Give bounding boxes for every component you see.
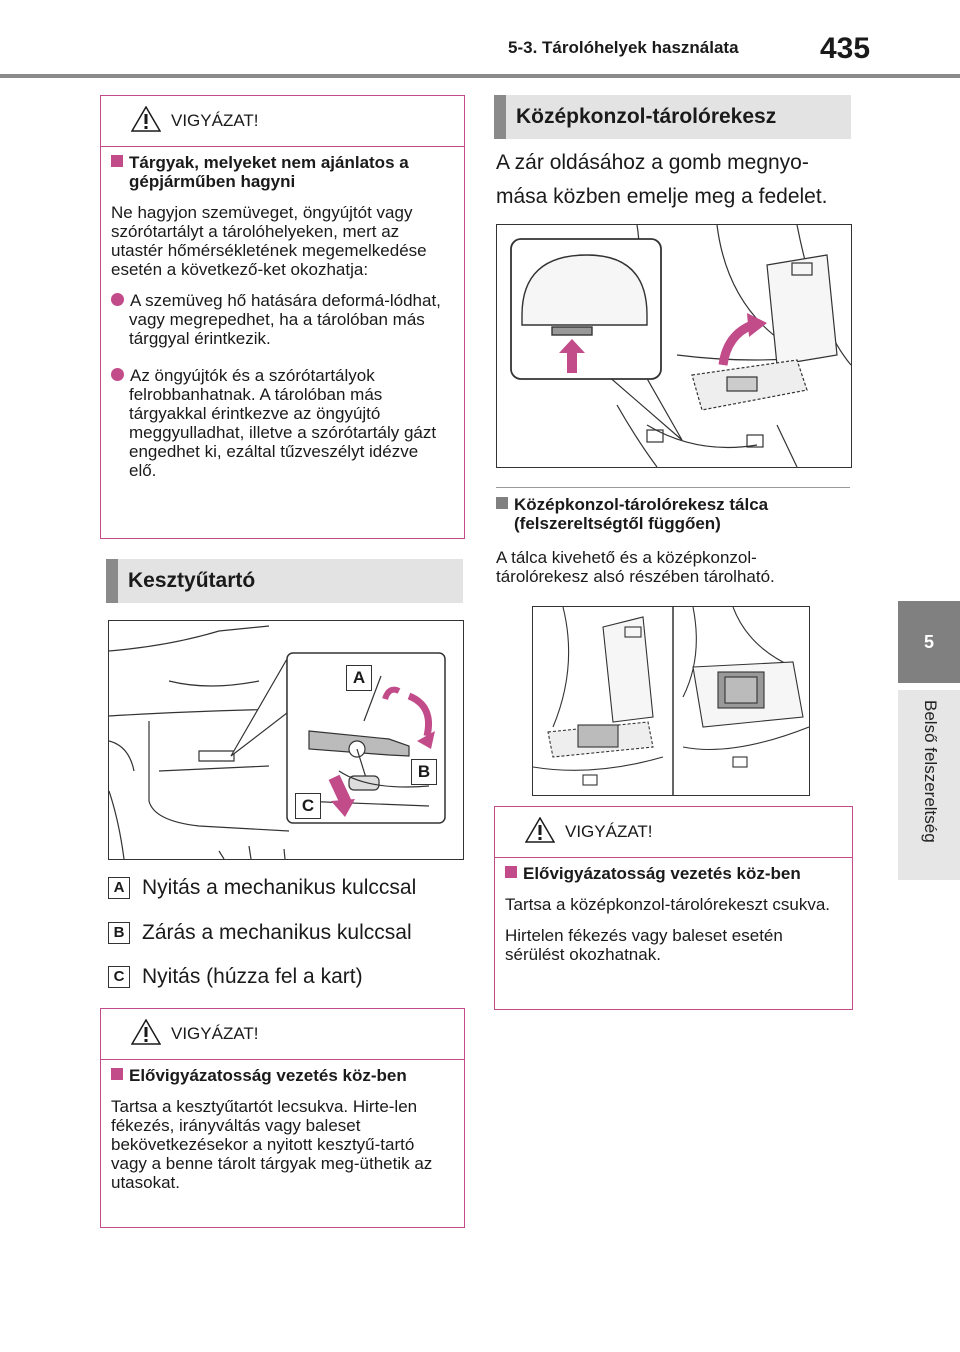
glovebox-drawing xyxy=(109,621,463,859)
warning-header xyxy=(495,807,852,858)
legend-item-b xyxy=(108,921,412,945)
warning-heading xyxy=(505,864,838,883)
warning-heading-text: Tárgyak, melyeket nem ajánlatos a gépjárműben hagyni xyxy=(129,153,409,191)
warning-title: VIGYÁZAT! xyxy=(565,822,653,841)
console-instruction: A zár oldásához a gomb megnyo-mása közben emelje meg a fedelet. xyxy=(496,151,828,208)
running-header: 5-3. Tárolóhelyek használata xyxy=(508,38,739,57)
chapter-tab xyxy=(898,601,960,683)
warning-heading xyxy=(111,153,450,191)
warning-heading xyxy=(111,1066,450,1085)
warning-heading-text: Elővigyázatosság vezetés köz-ben xyxy=(523,864,801,883)
warning-text: Hirtelen fékezés vagy baleset esetén sérülést okozhatnak. xyxy=(505,926,783,964)
warning-header xyxy=(101,1009,464,1060)
legend-key: B xyxy=(108,922,130,944)
warning-bullet-text: A szemüveg hő hatására deformá-lódhat, vagy megrepedhet, ha a tárolóban más tárggyal érintkezik. xyxy=(129,291,441,348)
warning-title: VIGYÁZAT! xyxy=(171,111,259,130)
legend-item-a xyxy=(108,876,416,900)
tray-text: A tálca kivehető és a középkonzol-tárolórekesz alsó részében tárolható. xyxy=(496,548,775,586)
round-bullet-icon xyxy=(111,368,124,381)
warning-bullet xyxy=(111,291,450,348)
warning-triangle-icon xyxy=(131,106,161,132)
warning-bullet xyxy=(111,366,450,480)
warning-text: Tartsa a középkonzol-tárolórekeszt csukva. xyxy=(505,895,831,914)
warning-header xyxy=(101,96,464,147)
square-bullet-icon xyxy=(505,866,517,878)
console-illustration xyxy=(496,224,852,468)
warning-box-console xyxy=(494,806,853,1010)
warning-box-objects xyxy=(100,95,465,539)
warning-heading-text: Elővigyázatosság vezetés köz-ben xyxy=(129,1066,407,1085)
warning-text: Tartsa a kesztyűtartót lecsukva. Hirte-len fékezés, irányváltás vagy baleset bekövetkezésekor a nyitott kesztyű-tartó vagy a benne tárolt tárgyak meg-üthetik az utasokat. xyxy=(111,1097,433,1192)
tray-illustration xyxy=(532,606,810,796)
tray-drawing xyxy=(533,607,809,795)
warning-triangle-icon xyxy=(131,1019,161,1045)
warning-box-glovebox xyxy=(100,1008,465,1228)
warning-triangle-icon xyxy=(525,817,555,843)
legend-text: Zárás a mechanikus kulccsal xyxy=(142,921,412,944)
round-bullet-icon xyxy=(111,293,124,306)
console-drawing xyxy=(497,225,851,467)
section-divider xyxy=(496,487,850,488)
glovebox-illustration xyxy=(108,620,464,860)
legend-item-c xyxy=(108,965,363,989)
legend-text: Nyitás a mechanikus kulccsal xyxy=(142,876,417,899)
square-bullet-icon xyxy=(111,1068,123,1080)
callout-c: C xyxy=(295,793,321,819)
section-heading-glovebox: Kesztyűtartó xyxy=(106,559,463,603)
page-number: 435 xyxy=(820,32,871,65)
callout-a: A xyxy=(346,665,372,691)
warning-text: Ne hagyjon szemüveget, öngyújtót vagy szórótartályt a tárolóhelyeken, mert az utastér hőmérsékletének megemelkedése esetén a következő-ket okozhatja: xyxy=(111,203,427,279)
tray-heading xyxy=(496,495,864,533)
section-heading-console: Középkonzol-tárolórekesz xyxy=(494,95,851,139)
legend-text: Nyitás (húzza fel a kart) xyxy=(142,965,363,988)
chapter-number: 5 xyxy=(923,632,934,652)
legend-key: A xyxy=(108,877,130,899)
legend-key: C xyxy=(108,966,130,988)
tray-heading-text: Középkonzol-tárolórekesz tálca (felszereltségtől függően) xyxy=(514,495,769,533)
square-bullet-icon xyxy=(111,155,123,167)
chapter-label-tab xyxy=(898,690,960,880)
chapter-label: Belső felszereltség xyxy=(921,700,940,843)
header-rule xyxy=(0,74,960,78)
callout-b: B xyxy=(411,759,437,785)
warning-title: VIGYÁZAT! xyxy=(171,1024,259,1043)
square-bullet-icon xyxy=(496,497,508,509)
warning-bullet-text: Az öngyújtók és a szórótartályok felrobbanhatnak. A tárolóban más tárgyakkal érintkezve az öngyújtó meggyulladhat, illetve a szórótartály gázt engedhet ki, ezáltal tűzveszélyt idézve elő. xyxy=(129,366,437,480)
